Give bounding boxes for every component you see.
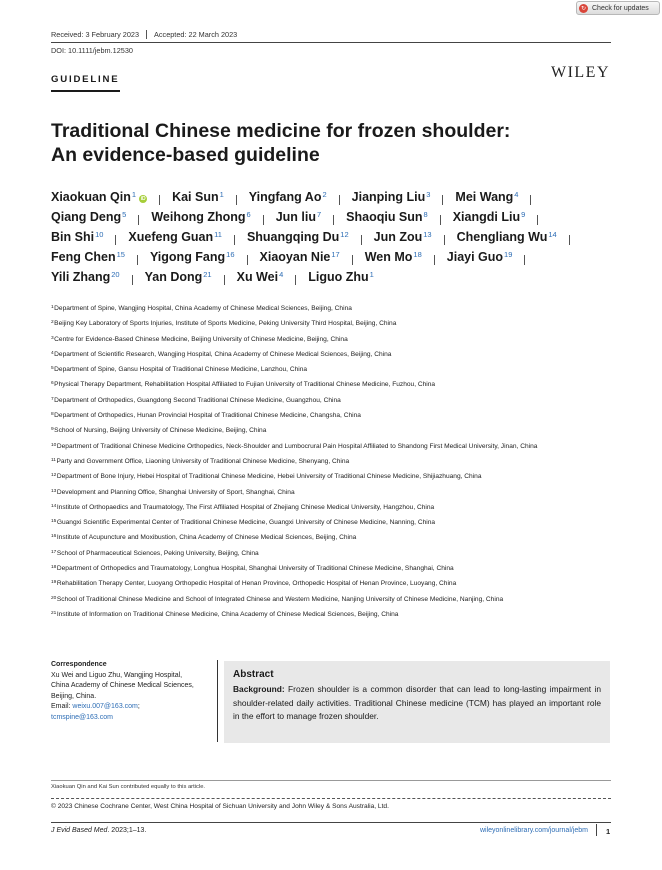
affiliation-list [51,304,611,625]
affiliation [51,503,611,512]
journal-citation [51,827,146,834]
author-affiliation-number[interactable]: 11 [214,230,222,239]
abstract-box [224,661,610,743]
author-name[interactable] [51,250,125,264]
affiliation-number: 20 [51,595,57,601]
author-separator [234,235,235,245]
footnote-rule [51,780,611,781]
doi: DOI: 10.1111/jebm.12530 [51,46,133,55]
author-affiliation-number[interactable]: 7 [316,210,322,219]
author-name[interactable] [447,250,513,264]
author-name-text: Yingfang Ao [248,190,322,204]
footnote: Xiaokuan Qin and Kai Sun contributed equally to this article. [51,784,206,790]
author-name[interactable] [128,230,222,244]
correspondence [51,660,211,723]
author-name[interactable] [457,230,557,244]
author-name[interactable] [151,210,250,224]
abstract-text [233,683,601,724]
affiliation-number: 13 [51,488,57,494]
affiliation-number: 8 [51,412,54,418]
author-separator [115,235,116,245]
author-name-text: Wen Mo [364,250,413,264]
author-line [51,210,621,230]
author-name[interactable] [308,270,374,284]
affiliation [51,319,611,328]
author-name-text: Yigong Fang [149,250,226,264]
author-separator [569,235,570,245]
author-name-text: Jun liu [275,210,316,224]
abstract-background-label: Background: [233,684,285,694]
author-separator [132,275,133,285]
author-separator [361,235,362,245]
author-name[interactable] [455,190,518,204]
affiliation-number: 10 [51,442,57,448]
affiliation-number: 16 [51,534,57,540]
affiliation-number: 19 [51,580,57,586]
author-name[interactable] [260,250,340,264]
author-name-text: Jianping Liu [351,190,426,204]
author-separator [247,255,248,265]
affiliation-text: School of Nursing, Beijing University of Chinese Medicine, Beijing, China [54,427,267,435]
author-name-text: Mei Wang [455,190,514,204]
affiliation-text: Physical Therapy Department, Rehabilitation Hospital Affiliated to Fujian University of Traditional Chinese Medicine, Fuzhou, China [54,381,436,389]
title-line: An evidence-based guideline [51,144,320,166]
footnote-dashed-rule [51,798,611,799]
affiliation-number: 7 [51,396,54,402]
correspondence-line: Xu Wei and Liguo Zhu, Wangjing Hospital, [51,671,183,679]
affiliation-text: School of Pharmaceutical Sciences, Peking University, Beijing, China [56,549,259,557]
author-name-text: Jiayi Guo [446,250,504,264]
affiliation-text: Department of Traditional Chinese Medicine Orthopedics, Neck-Shoulder and Lumbocrural Pain Hospital Affiliated to Shandong First Medical University, Jinan, China [56,442,538,450]
author-affiliation-number[interactable]: 19 [504,250,513,259]
author-name-text: Yili Zhang [51,270,111,284]
author-separator [236,195,237,205]
author-name-text: Liguo Zhu [308,270,369,284]
author-name-text: Kai Sun [172,190,219,204]
author-separator [444,235,445,245]
author-name-text: Xiaokuan Qin [51,190,131,204]
affiliation [51,411,611,420]
affiliation [51,549,611,558]
email-label: Email: [51,703,73,710]
affiliation-number: 21 [51,610,57,616]
author-separator [159,195,160,205]
journal-name: J Evid Based Med [51,827,108,834]
received-date: Received: 3 February 2023 [51,30,140,39]
author-separator [524,255,525,265]
author-line [51,230,621,250]
author-name-text: Chengliang Wu [456,230,548,244]
author-name-text: Qiang Deng [51,210,122,224]
author-name[interactable] [172,190,224,204]
author-separator [137,255,138,265]
author-name[interactable] [249,190,327,204]
affiliation-text: Guangxi Scientific Experimental Center of Traditional Chinese Medicine, Guangxi University of Chinese Medicine, Nanning, China [56,519,436,527]
journal-url[interactable]: wileyonlinelibrary.com/journal/jebm [479,827,588,834]
affiliation [51,579,611,588]
author-name-text: Xuefeng Guan [128,230,214,244]
author-affiliation-number[interactable]: 20 [111,270,120,279]
affiliation [51,335,611,344]
affiliation-text: School of Traditional Chinese Medicine and School of Integrated Chinese and Western Medicine, Nanjing University of Chinese Medicine, Nanjing, China [56,595,504,603]
email-link[interactable]: tcmspine@163.com [51,713,113,721]
author-separator [440,215,441,225]
author-separator [530,195,531,205]
correspondence-heading: Correspondence [51,661,107,668]
author-separator [138,215,139,225]
refresh-icon: ↻ [580,5,587,12]
abstract-background-text: Frozen shoulder is a common disorder that can lead to long-lasting impairment in shoulder-related daily activities. Traditional Chinese medicine (TCM) has played an important role in the effort to manage frozen shoulder. [233,684,601,722]
footer-rule [51,822,611,823]
affiliation-text: Beijing Key Laboratory of Sports Injuries, Institute of Sports Medicine, Peking University Third Hospital, Beijing, China [54,320,397,328]
author-name-text: Feng Chen [51,250,116,264]
author-name[interactable] [453,210,526,224]
email-link[interactable]: weixu.007@163.com [72,703,138,710]
author-name-text: Xiaoyan Nie [259,250,331,264]
affiliation [51,472,611,481]
affiliation-text: Development and Planning Office, Shanghai University of Sport, Shanghai, China [56,488,295,496]
author-name[interactable] [346,210,428,224]
author-line [51,250,621,270]
author-list [51,190,621,290]
affiliation-number: 5 [51,366,54,372]
author-separator [295,275,296,285]
author-affiliation-number[interactable]: 8 [423,210,428,219]
affiliation [51,610,611,619]
affiliation-text: Party and Government Office, Liaoning University of Traditional Chinese Medicine, Shenyang, China [56,457,350,465]
affiliation-number: 1 [51,305,54,310]
affiliation-text: Institute of Orthopaedics and Traumatology, The First Affiliated Hospital of Zhejiang Chinese Medical University, Hangzhou, China [56,503,435,511]
author-affiliation-number[interactable]: 10 [95,230,104,239]
affiliation [51,564,611,573]
affiliation [51,518,611,527]
author-affiliation-number[interactable]: 21 [203,270,212,279]
article-dates [51,30,237,39]
author-name[interactable] [374,230,432,244]
author-name[interactable] [365,250,422,264]
author-name-text: Xu Wei [236,270,279,284]
affiliation [51,396,611,405]
affiliation-number: 9 [51,427,54,433]
divider [146,30,147,39]
affiliation-text: Department of Spine, Gansu Hospital of Traditional Chinese Medicine, Lanzhou, China [54,366,308,374]
author-affiliation-number[interactable]: 2 [322,190,327,199]
author-name-text: Weihong Zhong [151,210,246,224]
affiliation [51,365,611,374]
author-separator [333,215,334,225]
affiliation-text: Institute of Acupuncture and Moxibustion, China Academy of Chinese Medical Sciences, Beijing, China [56,534,357,542]
author-separator [263,215,264,225]
affiliation-text: Department of Spine, Wangjing Hospital, China Academy of Chinese Medical Sciences, Beijing, China [54,305,352,312]
author-name[interactable] [276,210,321,224]
author-affiliation-number[interactable]: 3 [426,190,431,199]
author-line [51,190,621,210]
email-separator: ; [137,703,140,710]
affiliation-text: Department of Scientific Research, Wangjing Hospital, China Academy of Chinese Medical Sciences, Beijing, China [54,350,392,358]
author-name-text: Yan Dong [144,270,203,284]
author-name[interactable] [352,190,431,204]
page-number: 1 [606,827,611,836]
affiliation-number: 3 [51,335,54,341]
affiliation [51,426,611,435]
section-label-underline [51,90,120,92]
author-name[interactable] [51,270,120,284]
affiliation [51,442,611,451]
affiliation-number: 2 [51,320,54,326]
header-rule [51,42,611,43]
author-separator [224,275,225,285]
affiliation-number: 4 [51,350,54,356]
author-separator [352,255,353,265]
journal-year-pages: . 2023;1–13. [107,827,147,834]
affiliation-number: 12 [51,473,57,479]
affiliation-text: Department of Orthopedics, Hunan Provincial Hospital of Traditional Chinese Medicine, Changsha, China [54,412,361,420]
author-affiliation-number[interactable]: 4 [514,190,519,199]
affiliation-number: 14 [51,503,57,509]
copyright: © 2023 Chinese Cochrane Center, West China Hospital of Sichuan University and John Wiley & Sons Australia, Ltd. [51,803,389,810]
author-separator [339,195,340,205]
author-name[interactable] [150,250,235,264]
author-name-text: Bin Shi [51,230,95,244]
author-separator [434,255,435,265]
affiliation-number: 17 [51,549,57,555]
author-affiliation-number[interactable]: 5 [122,210,127,219]
affiliation [51,533,611,542]
author-name[interactable] [51,230,103,244]
title-line: Traditional Chinese medicine for frozen shoulder: [51,120,511,142]
author-affiliation-number[interactable]: 16 [226,250,235,259]
correspondence-line: China Academy of Chinese Medical Sciences, [51,682,194,689]
author-affiliation-number[interactable]: 14 [548,230,557,239]
author-affiliation-number[interactable]: 13 [423,230,432,239]
author-name-text: Shuangqing Du [246,230,340,244]
check-for-updates-button[interactable] [576,1,660,15]
author-name[interactable] [145,270,212,284]
affiliation-number: 18 [51,565,57,571]
author-name[interactable] [237,270,284,284]
correspondence-line: Beijing, China. [51,692,97,700]
affiliation [51,457,611,466]
abstract-heading: Abstract [233,669,274,680]
affiliation-number: 6 [51,381,54,387]
author-affiliation-number[interactable]: 4 [279,270,284,279]
author-affiliation-number[interactable]: 17 [331,250,340,259]
author-name-text: Jun Zou [373,230,423,244]
affiliation-number: 11 [51,457,56,463]
column-divider [217,660,218,742]
publisher-logo: WILEY [550,64,610,81]
affiliation-text: Department of Bone Injury, Hebei Hospital of Traditional Chinese Medicine, Hebei University of Traditional Chinese Medicine, Shijiazhuang, China [56,473,482,481]
author-name-text: Xiangdi Liu [452,210,521,224]
page-divider [596,824,597,836]
accepted-date: Accepted: 22 March 2023 [154,30,238,39]
author-affiliation-number[interactable]: 15 [116,250,125,259]
author-affiliation-number[interactable]: 1 [131,190,137,199]
affiliation [51,350,611,359]
affiliation-text: Centre for Evidence-Based Chinese Medicine, Beijing University of Chinese Medicine, Beijing, China [54,335,348,343]
author-name[interactable] [247,230,349,244]
affiliation [51,488,611,497]
affiliation-text: Department of Orthopedics, Guangdong Second Traditional Chinese Medicine, Guangzhou, China [54,396,341,404]
correspondence-email-line [51,702,211,713]
affiliation [51,304,611,313]
author-affiliation-number[interactable]: 12 [340,230,349,239]
article-title [51,119,510,167]
author-name[interactable] [51,190,147,204]
author-name[interactable] [51,210,126,224]
affiliation [51,380,611,389]
orcid-icon[interactable]: iD [140,196,146,202]
check-for-updates-label: Check for updates [592,4,649,12]
affiliation-text: Institute of Information on Traditional Chinese Medicine, China Academy of Chinese Medical Sciences, Beijing, China [56,610,399,618]
author-affiliation-number[interactable]: 6 [246,210,251,219]
affiliation-text: Department of Orthopedics and Traumatology, Longhua Hospital, Shanghai University of Traditional Chinese Medicine, Shanghai, China [56,565,454,573]
author-separator [537,215,538,225]
affiliation-number: 15 [51,519,57,525]
author-line [51,270,621,290]
author-name-text: Shaoqiu Sun [346,210,423,224]
author-affiliation-number[interactable]: 1 [219,190,224,199]
author-affiliation-number[interactable]: 18 [413,250,422,259]
author-affiliation-number[interactable]: 9 [521,210,526,219]
affiliation-text: Rehabilitation Therapy Center, Luoyang Orthopedic Hospital of Henan Province, Orthopedic Hospital of Henan Province, Luoyang, China [56,580,457,588]
section-label: GUIDELINE [51,74,120,85]
author-affiliation-number[interactable]: 1 [369,270,374,279]
affiliation [51,595,611,604]
author-separator [442,195,443,205]
